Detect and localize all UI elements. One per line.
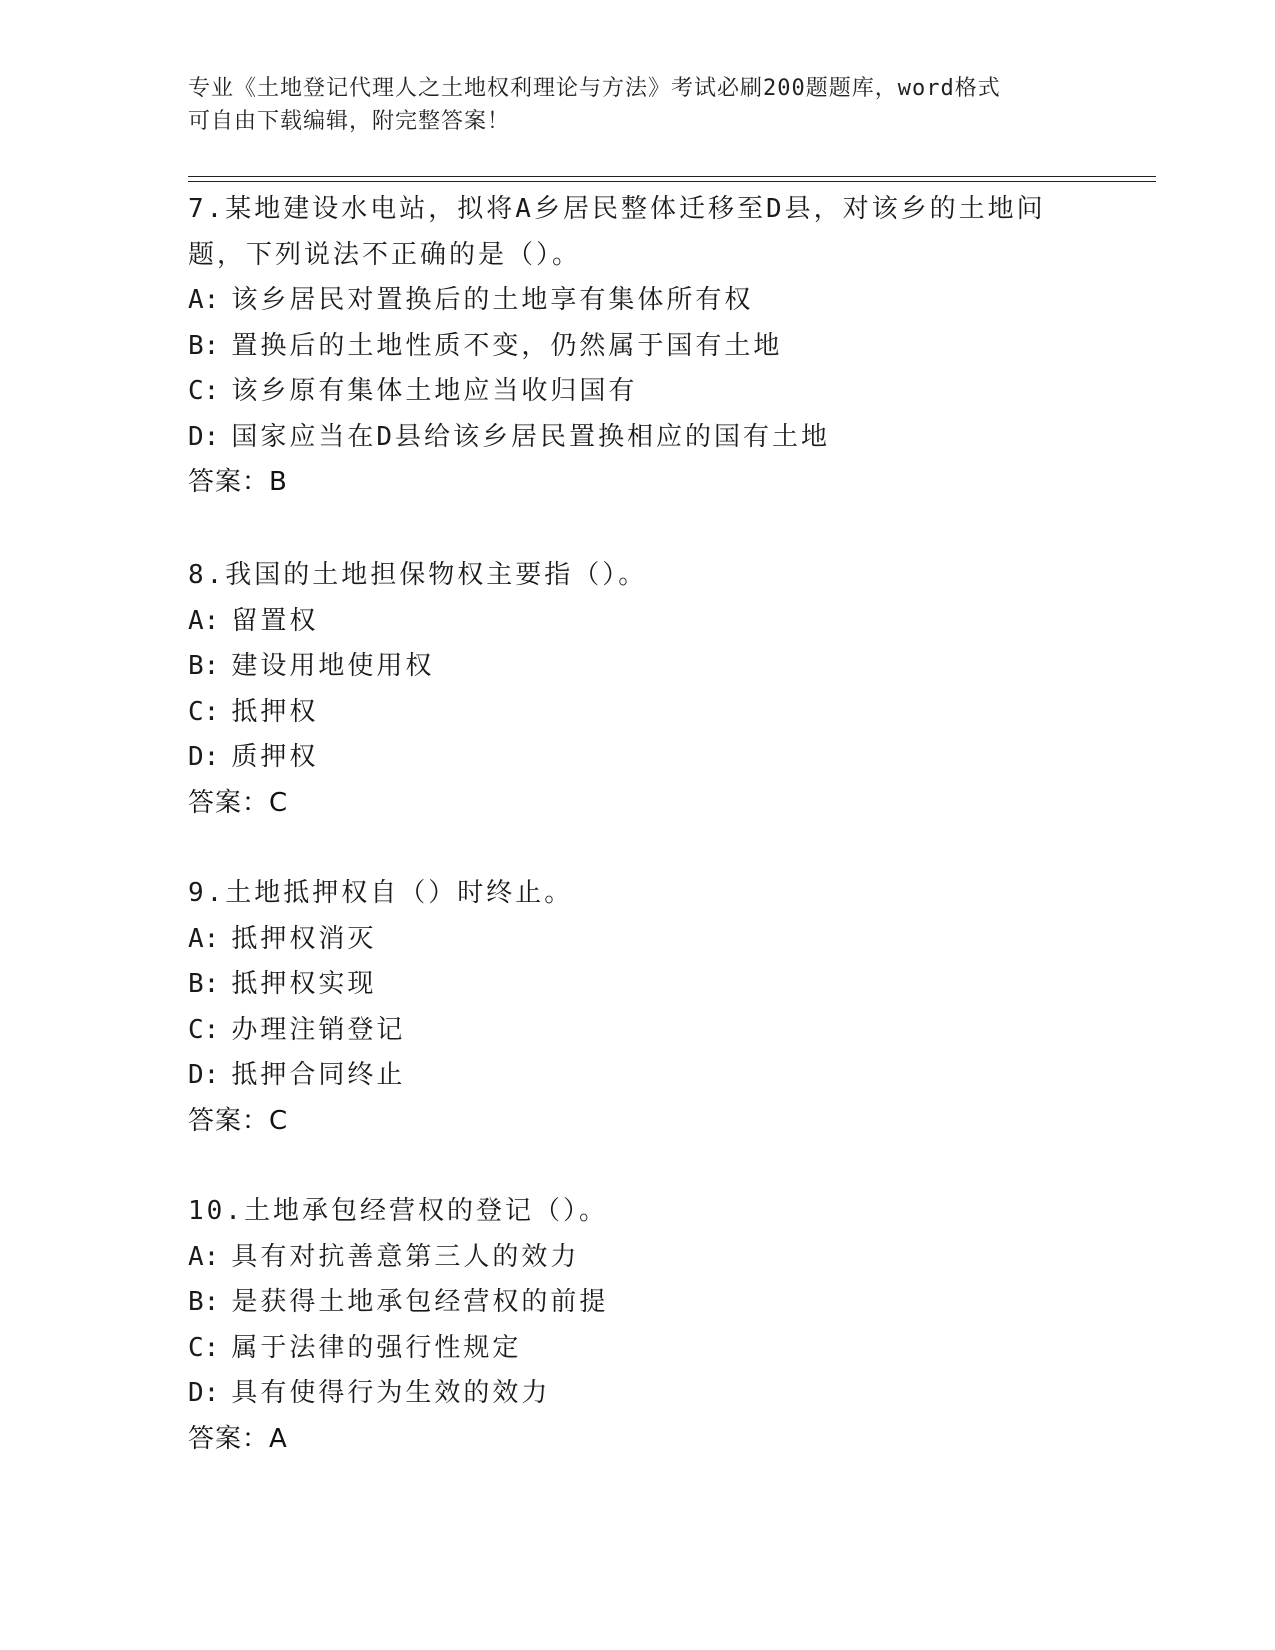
option-text: 该乡居民对置换后的土地享有集体所有权 <box>231 285 754 315</box>
option-letter: C: <box>188 376 220 406</box>
option-a <box>188 278 1088 324</box>
question-8 <box>188 553 1088 826</box>
header-line-1: 专业《土地登记代理人之土地权利理论与方法》考试必刷200题题库，word格式 <box>188 76 1001 101</box>
header-divider-top <box>188 176 1156 177</box>
option-text: 具有使得行为生效的效力 <box>231 1378 551 1408</box>
option-c <box>188 1008 1088 1054</box>
option-d <box>188 1053 1088 1099</box>
option-letter: D: <box>188 421 220 452</box>
option-text: 抵押合同终止 <box>231 1060 406 1090</box>
option-letter: B: <box>188 969 220 999</box>
header-divider-bottom <box>188 181 1156 182</box>
option-text: 抵押权 <box>231 696 319 727</box>
question-stem: 7.某地建设水电站，拟将A乡居民整体迁移至D县，对该乡的土地问 <box>188 194 1046 224</box>
option-text: 具有对抗善意第三人的效力 <box>231 1241 580 1272</box>
option-b <box>188 1280 1088 1326</box>
option-b <box>188 962 1088 1008</box>
option-letter: D: <box>188 742 220 772</box>
option-b <box>188 644 1088 690</box>
option-text: 留置权 <box>231 605 319 636</box>
option-text: 建设用地使用权 <box>231 651 435 681</box>
question-stem: 8.我国的土地担保物权主要指（）。 <box>188 560 648 590</box>
question-10 <box>188 1189 1088 1462</box>
option-a <box>188 599 1088 645</box>
option-letter: B: <box>188 651 220 681</box>
question-stem: 10.土地承包经营权的登记（）。 <box>188 1196 608 1226</box>
option-c <box>188 369 1088 415</box>
option-text: 抵押权实现 <box>231 969 377 999</box>
option-text: 是获得土地承包经营权的前提 <box>231 1287 609 1317</box>
option-text: 国家应当在D县给该乡居民置换相应的国有土地 <box>231 421 830 452</box>
option-d <box>188 1371 1088 1417</box>
option-d <box>188 415 1088 461</box>
option-letter: B: <box>188 330 220 361</box>
option-letter: B: <box>188 1287 220 1317</box>
option-letter: A: <box>188 1241 220 1272</box>
question-stem: 9.土地抵押权自（）时终止。 <box>188 878 574 908</box>
option-letter: D: <box>188 1378 220 1408</box>
option-c <box>188 1326 1088 1372</box>
option-a <box>188 917 1088 963</box>
option-letter: C: <box>188 1332 220 1363</box>
option-letter: D: <box>188 1060 220 1090</box>
document-header <box>188 72 1088 138</box>
option-letter: A: <box>188 605 220 636</box>
option-text: 抵押权消灭 <box>231 923 377 954</box>
question-9 <box>188 871 1088 1144</box>
answer-line: 答案：C <box>188 787 289 818</box>
option-c <box>188 690 1088 736</box>
option-text: 置换后的土地性质不变，仍然属于国有土地 <box>231 330 783 361</box>
option-text: 办理注销登记 <box>231 1014 406 1045</box>
option-text: 质押权 <box>231 742 319 772</box>
option-text: 属于法律的强行性规定 <box>231 1332 522 1363</box>
header-line-2: 可自由下载编辑，附完整答案！ <box>188 109 511 134</box>
option-text: 该乡原有集体土地应当收归国有 <box>231 376 638 406</box>
option-a <box>188 1235 1088 1281</box>
option-letter: A: <box>188 285 220 315</box>
answer-line: 答案：C <box>188 1105 289 1136</box>
answer-line: 答案：A <box>188 1423 288 1454</box>
option-letter: A: <box>188 923 220 954</box>
option-b <box>188 324 1088 370</box>
option-d <box>188 735 1088 781</box>
option-letter: C: <box>188 1014 220 1045</box>
question-7 <box>188 187 1088 506</box>
question-stem-continued: 题，下列说法不正确的是（）。 <box>188 239 582 270</box>
option-letter: C: <box>188 696 220 727</box>
answer-line: 答案：B <box>188 467 288 497</box>
